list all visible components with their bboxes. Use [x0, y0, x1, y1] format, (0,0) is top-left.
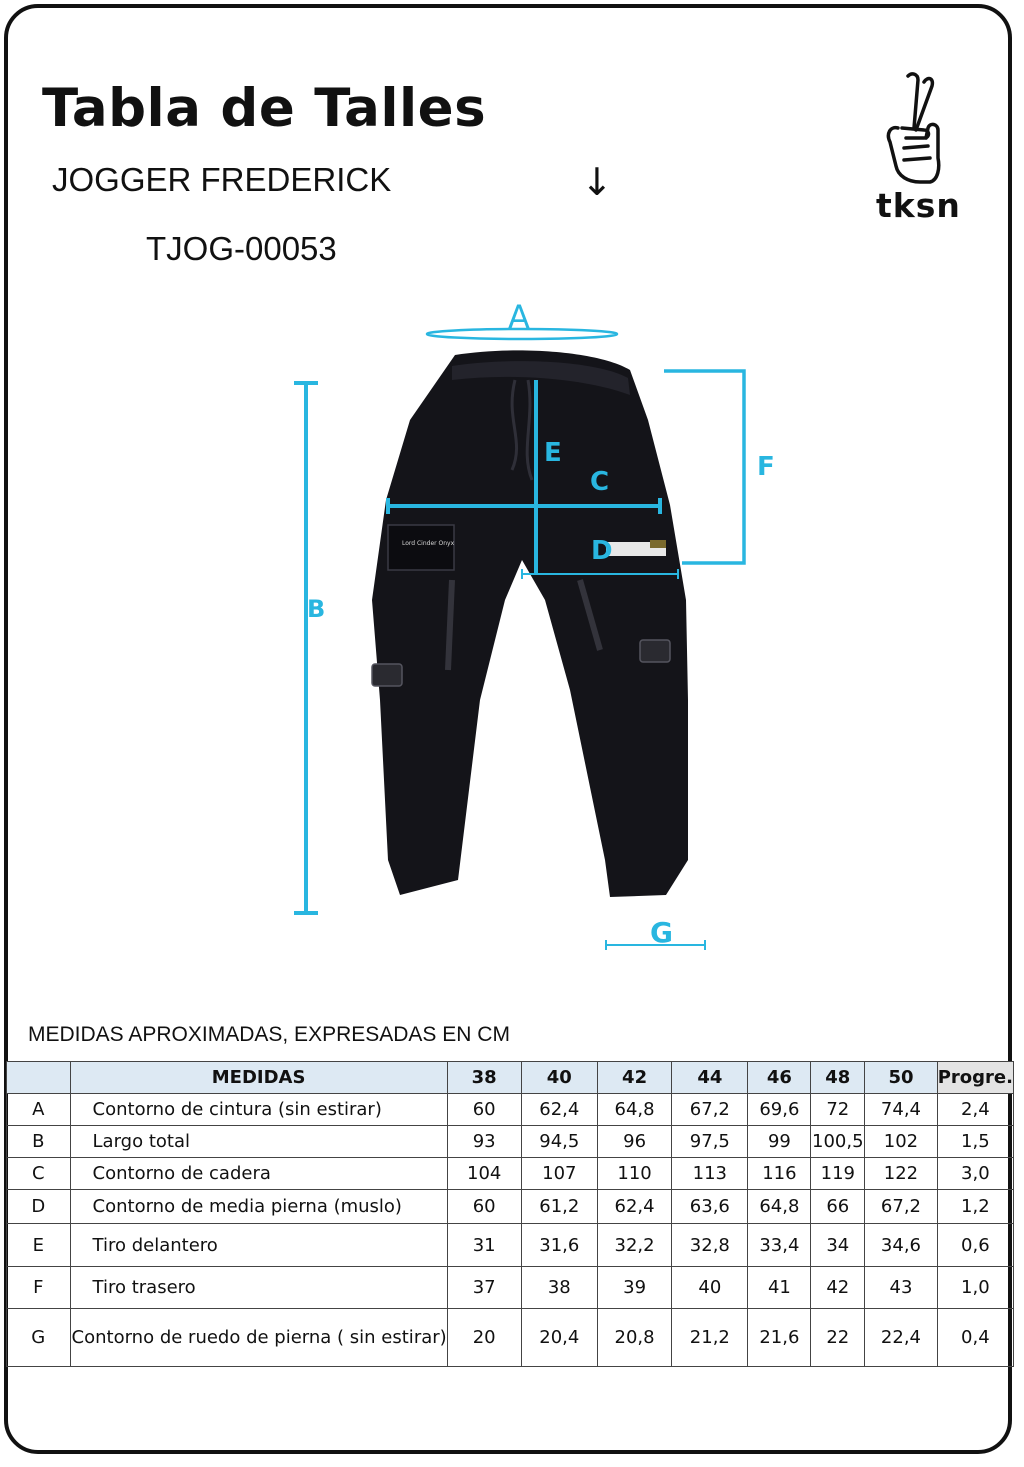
table-cell: 20,8	[597, 1309, 671, 1367]
table-cell: 72	[811, 1094, 865, 1126]
header-cell: MEDIDAS	[70, 1062, 447, 1094]
size-table	[6, 1061, 1014, 1367]
table-cell: 100,5	[811, 1126, 865, 1158]
table-cell: 43	[865, 1267, 937, 1309]
row-measure-name: Contorno de ruedo de pierna ( sin estirar)	[70, 1309, 447, 1367]
table-cell: 74,4	[865, 1094, 937, 1126]
table-cell: 32,8	[672, 1224, 748, 1267]
table-header-row	[7, 1062, 1014, 1094]
table-cell: 119	[811, 1158, 865, 1190]
label-f: F	[757, 452, 775, 482]
table-cell: 41	[748, 1267, 811, 1309]
label-c: C	[590, 467, 610, 497]
row-letter: B	[7, 1126, 71, 1158]
table-cell: 64,8	[597, 1094, 671, 1126]
table-cell: 39	[597, 1267, 671, 1309]
table-cell: 32,2	[597, 1224, 671, 1267]
table-cell: 22	[811, 1309, 865, 1367]
header-cell: 38	[447, 1062, 521, 1094]
table-row	[7, 1267, 1014, 1309]
table-cell: 20,4	[521, 1309, 597, 1367]
table-cell: 2,4	[937, 1094, 1013, 1126]
header-cell: 48	[811, 1062, 865, 1094]
row-measure-name: Tiro delantero	[70, 1224, 447, 1267]
header-cell: 42	[597, 1062, 671, 1094]
table-cell: 38	[521, 1267, 597, 1309]
jogger-silhouette	[372, 350, 688, 897]
table-row	[7, 1190, 1014, 1224]
table-row	[7, 1094, 1014, 1126]
table-cell: 1,2	[937, 1190, 1013, 1224]
table-cell: 31,6	[521, 1224, 597, 1267]
row-measure-name: Contorno de cadera	[70, 1158, 447, 1190]
measure-f-bracket	[664, 371, 744, 563]
table-cell: 1,0	[937, 1267, 1013, 1309]
table-cell: 42	[811, 1267, 865, 1309]
header-cell: 40	[521, 1062, 597, 1094]
table-cell: 97,5	[672, 1126, 748, 1158]
table-cell: 110	[597, 1158, 671, 1190]
table-cell: 40	[672, 1267, 748, 1309]
table-cell: 21,2	[672, 1309, 748, 1367]
label-d: D	[591, 536, 613, 566]
table-cell: 37	[447, 1267, 521, 1309]
table-cell: 69,6	[748, 1094, 811, 1126]
table-cell: 94,5	[521, 1126, 597, 1158]
product-code: TJOG-00053	[146, 230, 337, 267]
table-cell: 99	[748, 1126, 811, 1158]
row-letter: E	[7, 1224, 71, 1267]
row-measure-name: Contorno de cintura (sin estirar)	[70, 1094, 447, 1126]
table-cell: 60	[447, 1094, 521, 1126]
label-e: E	[544, 438, 562, 468]
table-cell: 34,6	[865, 1224, 937, 1267]
label-b: B	[307, 595, 326, 623]
table-cell: 67,2	[672, 1094, 748, 1126]
row-measure-name: Tiro trasero	[70, 1267, 447, 1309]
jogger-measurement-diagram	[0, 290, 1024, 970]
pocket-label: Lord Cinder Onyx	[402, 540, 455, 547]
table-row	[7, 1309, 1014, 1367]
row-measure-name: Largo total	[70, 1126, 447, 1158]
row-letter: A	[7, 1094, 71, 1126]
table-cell: 113	[672, 1158, 748, 1190]
table-cell: 93	[447, 1126, 521, 1158]
brand-name: tksn	[876, 186, 961, 225]
table-row	[7, 1224, 1014, 1267]
table-cell: 62,4	[521, 1094, 597, 1126]
table-cell: 102	[865, 1126, 937, 1158]
table-cell: 116	[748, 1158, 811, 1190]
table-cell: 21,6	[748, 1309, 811, 1367]
table-cell: 1,5	[937, 1126, 1013, 1158]
row-letter: F	[7, 1267, 71, 1309]
table-cell: 31	[447, 1224, 521, 1267]
table-cell: 66	[811, 1190, 865, 1224]
row-letter: G	[7, 1309, 71, 1367]
table-cell: 67,2	[865, 1190, 937, 1224]
table-cell: 61,2	[521, 1190, 597, 1224]
label-a: A	[508, 298, 530, 336]
table-cell: 3,0	[937, 1158, 1013, 1190]
table-cell: 0,6	[937, 1224, 1013, 1267]
table-cell: 62,4	[597, 1190, 671, 1224]
page-title: Tabla de Talles	[42, 78, 487, 139]
row-letter: C	[7, 1158, 71, 1190]
table-cell: 122	[865, 1158, 937, 1190]
label-g: G	[650, 916, 673, 949]
table-cell: 20	[447, 1309, 521, 1367]
table-row	[7, 1126, 1014, 1158]
table-cell: 33,4	[748, 1224, 811, 1267]
header-cell: Progre.	[937, 1062, 1013, 1094]
table-cell: 104	[447, 1158, 521, 1190]
row-measure-name: Contorno de media pierna (muslo)	[70, 1190, 447, 1224]
table-cell: 96	[597, 1126, 671, 1158]
row-letter: D	[7, 1190, 71, 1224]
table-cell: 107	[521, 1158, 597, 1190]
table-cell: 63,6	[672, 1190, 748, 1224]
table-cell: 0,4	[937, 1309, 1013, 1367]
header-cell: 50	[865, 1062, 937, 1094]
table-cell: 64,8	[748, 1190, 811, 1224]
measure-b-line	[294, 383, 318, 913]
arrow-down-icon: ↓	[581, 160, 613, 204]
table-row	[7, 1158, 1014, 1190]
table-cell: 22,4	[865, 1309, 937, 1367]
header-cell	[7, 1062, 71, 1094]
table-cell: 60	[447, 1190, 521, 1224]
header-cell: 46	[748, 1062, 811, 1094]
table-cell: 34	[811, 1224, 865, 1267]
header-cell: 44	[672, 1062, 748, 1094]
measurement-note: MEDIDAS APROXIMADAS, EXPRESADAS EN CM	[28, 1023, 510, 1046]
product-name: JOGGER FREDERICK	[52, 161, 392, 198]
